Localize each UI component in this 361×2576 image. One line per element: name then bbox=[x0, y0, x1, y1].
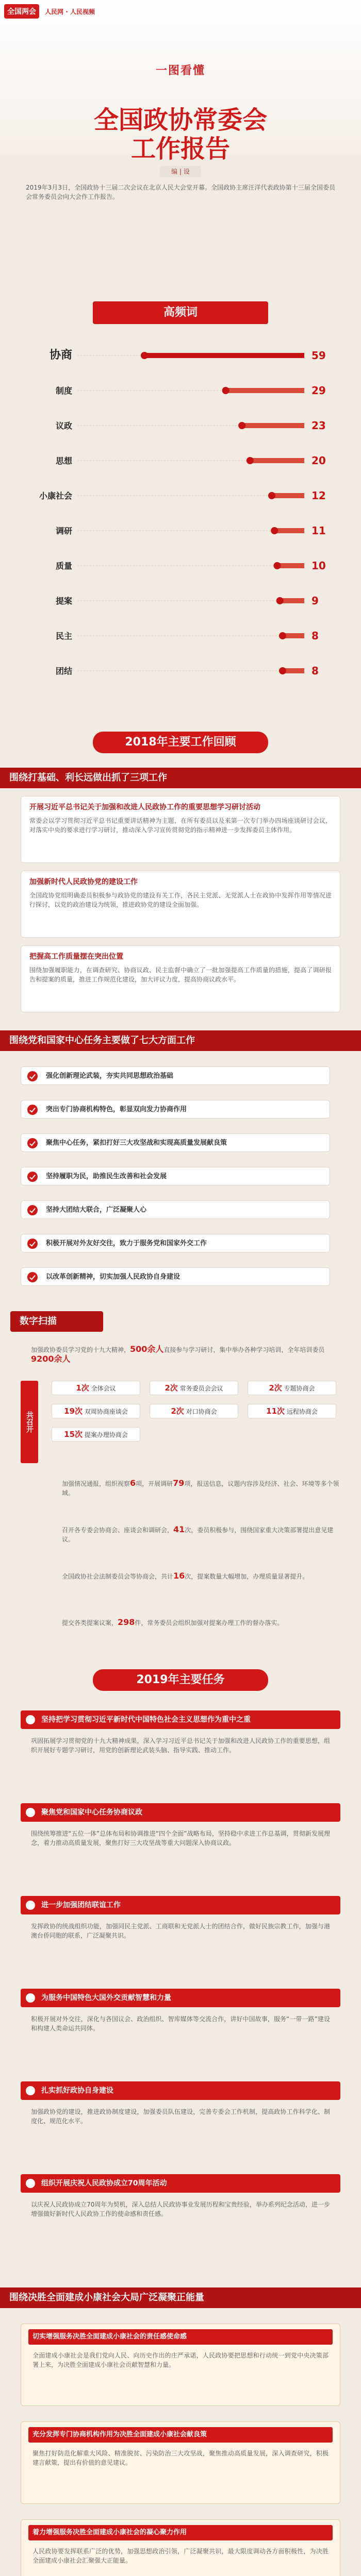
task-text: 以庆祝人民政协成立70周年为契机，深入总结人民政协事业发展历程和宝贵经验，举办系列纪念活动，进一步增强做好新时代人民政协工作的使命感和责任感。 bbox=[31, 2201, 330, 2217]
review-section-head: 围绕打基础、利长远做出抓了三项工作 bbox=[0, 768, 361, 788]
review-banner: 2018年主要工作回顾 bbox=[93, 732, 268, 753]
freq-bar bbox=[242, 423, 304, 428]
stat-number: 41 bbox=[173, 1524, 185, 1534]
stat-text: 提交各类提案议案， bbox=[62, 1619, 118, 1626]
review-item-title: 把握高工作质量摆在突出位置 bbox=[29, 953, 123, 961]
freq-value-label: 9 bbox=[311, 595, 319, 607]
bullet-icon bbox=[26, 2179, 35, 2188]
freq-bar bbox=[280, 598, 304, 603]
stat-number: 9200余人 bbox=[31, 1354, 71, 1364]
focus-text: 聚焦打好防范化解重大风险、精准脱贫、污染防治三大攻坚战，聚焦推动高质量发展，深入调查研究，积极建言献策，提出有价值的意见建议。 bbox=[32, 2450, 329, 2466]
stat-card-num: 1次 bbox=[76, 1383, 89, 1393]
freq-dot bbox=[279, 632, 286, 639]
stat-text: 全国政协社会法制委员会等协商会，共计 bbox=[62, 1573, 174, 1580]
task-head bbox=[21, 1803, 340, 1822]
task-head bbox=[21, 1710, 340, 1729]
stat-card-num: 2次 bbox=[171, 1406, 184, 1416]
bullet-icon bbox=[26, 2086, 35, 2095]
freq-category-label: 提案 bbox=[55, 596, 72, 606]
freq-category-label: 制度 bbox=[55, 386, 72, 396]
intro-text: 2019年3月3日，全国政协十三届二次会议在北京人民大会堂开幕。全国政协主席汪洋代表政协第十三届全国委员会常务委员会向大会作工作报告。 bbox=[26, 184, 335, 200]
seven-item-label: 聚焦中心任务，紧扣打好三大攻坚战和实现高质量发展献良策 bbox=[46, 1139, 227, 1147]
freq-value-label: 10 bbox=[311, 560, 326, 572]
stat-card-label: 双周协商座谈会 bbox=[84, 1408, 128, 1415]
stat-card-num: 15次 bbox=[64, 1430, 83, 1439]
freq-bar bbox=[277, 563, 304, 568]
stat-card-label: 提案办理协商会 bbox=[84, 1431, 128, 1438]
freq-dot bbox=[271, 527, 278, 534]
title-line2: 工作报告 bbox=[130, 134, 230, 163]
freq-dot bbox=[247, 457, 254, 464]
freq-dot bbox=[273, 562, 281, 569]
seven-item-label: 坚持履职为民，助推民生改善和社会发展 bbox=[46, 1173, 167, 1180]
stat-card bbox=[150, 1381, 238, 1395]
stat-card bbox=[52, 1427, 140, 1442]
check-icon bbox=[27, 1071, 38, 1081]
stat-line-5 bbox=[62, 1618, 340, 1628]
stat-card-label: 全体会议 bbox=[91, 1385, 116, 1392]
stat-card bbox=[52, 1381, 140, 1395]
page-title bbox=[0, 106, 361, 163]
brand-logo[interactable] bbox=[4, 4, 107, 25]
check-icon bbox=[27, 1172, 38, 1182]
freq-value-label: 23 bbox=[311, 419, 326, 432]
freq-svg bbox=[15, 335, 346, 716]
freq-value-label: 12 bbox=[311, 489, 326, 502]
freq-dot bbox=[268, 492, 275, 499]
task-title: 扎实抓好政协自身建设 bbox=[41, 2087, 113, 2095]
freq-dot bbox=[141, 352, 148, 359]
freq-category-label: 质量 bbox=[55, 561, 72, 571]
header bbox=[0, 0, 361, 163]
stat-number: 298 bbox=[118, 1617, 135, 1627]
seven-item bbox=[21, 1167, 330, 1185]
byline: 编 | 设 bbox=[160, 166, 201, 177]
seven-item-label: 强化创新理论武装，夯实共同思想政治基础 bbox=[46, 1072, 174, 1080]
stat-text: 直接参与学习研讨，集中举办各种学习培训，全年培训委员 bbox=[163, 1346, 325, 1353]
seven-item bbox=[21, 1200, 330, 1219]
stat-card-num: 2次 bbox=[165, 1383, 178, 1393]
stat-text: 件，常务委员会组织加强对提案办理工作的督办落实。 bbox=[135, 1619, 284, 1626]
task-title: 坚持把学习贯彻习近平新时代中国特色社会主义思想作为重中之重 bbox=[41, 1716, 251, 1724]
check-icon bbox=[27, 1205, 38, 1215]
stat-card-label: 远程协商会 bbox=[286, 1408, 318, 1415]
check-icon bbox=[27, 1239, 38, 1249]
task-text: 发挥政协的统战组织功能，加强同民主党派、工商联和无党派人士的团结合作，做好民族宗教工作，加强与港澳台侨同胞的联系，广泛凝聚共识。 bbox=[31, 1923, 330, 1939]
task-title: 组织开展庆祝人民政协成立70周年活动 bbox=[41, 2179, 167, 2188]
freq-value-label: 59 bbox=[311, 349, 326, 362]
freq-category-label: 议政 bbox=[55, 421, 72, 431]
stat-number: 6 bbox=[130, 1478, 136, 1488]
focus-title: 充分发挥专门协商机构作用为决胜全面建成小康社会献良策 bbox=[28, 2427, 333, 2443]
bullet-icon bbox=[26, 1715, 35, 1724]
stat-number: 79 bbox=[173, 1478, 185, 1488]
freq-category-label: 小康社会 bbox=[39, 491, 72, 501]
check-icon bbox=[27, 1138, 38, 1148]
brand-badge: 全国两会 bbox=[4, 4, 39, 19]
seven-item bbox=[21, 1066, 330, 1085]
seven-item bbox=[21, 1267, 330, 1286]
stat-number: 16 bbox=[173, 1571, 185, 1581]
stat-card-label: 对口协商会 bbox=[186, 1408, 217, 1415]
freq-bar bbox=[226, 388, 304, 393]
task-head bbox=[21, 1989, 340, 2007]
review-item-2 bbox=[21, 871, 340, 938]
freq-chart bbox=[15, 335, 346, 716]
freq-value-label: 8 bbox=[311, 665, 319, 677]
task-title: 为服务中国特色大国外交贡献智慧和力量 bbox=[41, 1994, 171, 2002]
review-item-3 bbox=[21, 945, 340, 1012]
review-item-title: 加强新时代人民政协党的建设工作 bbox=[29, 878, 138, 886]
freq-dot bbox=[276, 597, 284, 604]
task-title: 进一步加强团结联谊工作 bbox=[41, 1901, 121, 1909]
task-text: 围绕统筹推进“五位一体”总体布局和协调推进“四个全面”战略布局，坚持稳中求进工作总基调，贯彻新发展理念，着力推动高质量发展，聚焦打好三大攻坚战等重大问题深入协商议政。 bbox=[31, 1830, 330, 1846]
freq-category-label: 协商 bbox=[49, 349, 72, 362]
review-item-text: 全国政协党组明确委员积极参与政协党的建设有关工作，各民主党派、无党派人士在政协中发挥作用等情况进行探讨，以党的政治建设为统领，推进政协党的建设全面加强。 bbox=[29, 892, 332, 908]
freq-banner: 高频词 bbox=[93, 301, 268, 324]
stat-card bbox=[248, 1381, 336, 1395]
task-text: 加强政协党的建设，推进政协制度建设，加强委员队伍建设，完善专委会工作机制，提高政协工作科学化、制度化、规范化水平。 bbox=[31, 2108, 330, 2125]
seven-item-label: 以改革创新精神，切实加强人民政协自身建设 bbox=[46, 1273, 180, 1281]
bullet-icon bbox=[26, 1808, 35, 1817]
freq-dot bbox=[238, 422, 245, 429]
review-item-text: 常委会以学习贯彻习近平总书记重要讲话精神为主题，在所有委员以及来第一次专门举办四场座谈研讨会议，对落实中央的要求进行学习研讨，推动深入学习宣传贯彻党的指示精神进一步发挥委员主体作用。 bbox=[29, 817, 332, 834]
stat-card-num: 2次 bbox=[269, 1383, 282, 1393]
stat-card bbox=[150, 1404, 238, 1418]
check-icon bbox=[27, 1105, 38, 1115]
freq-value-label: 8 bbox=[311, 630, 319, 642]
stat-text: 项，开展调研 bbox=[136, 1480, 173, 1487]
stat-card-label: 常务委员会会议 bbox=[179, 1385, 223, 1392]
focus-title: 切实增强服务决胜全面建成小康社会的责任感使命感 bbox=[28, 2329, 333, 2345]
seven-section-head: 围绕党和国家中心任务主要做了七大方面工作 bbox=[0, 1030, 361, 1051]
stat-line-1 bbox=[31, 1345, 340, 1364]
seven-item bbox=[21, 1234, 330, 1252]
bullet-icon bbox=[26, 1993, 35, 2003]
task-head bbox=[21, 2081, 340, 2100]
freq-value-label: 11 bbox=[311, 524, 326, 537]
focus-text: 人民政协要发挥联系广泛的优势，加强思想政治引领，广泛凝聚共识，最大限度调动各方面积极性，为决胜全面建成小康社会汇聚强大正能量。 bbox=[32, 2548, 329, 2564]
task-text: 巩固拓展学习贯彻党的十九大精神成果，深入学习习近平总书记关于加强和改进人民政协工作的重要思想，组织开展好专题学习研讨，用党的创新理论武装头脑、指导实践、推动工作。 bbox=[31, 1737, 330, 1754]
focus-section-head: 围绕决胜全面建成小康社会大局广泛凝聚正能量 bbox=[0, 2287, 361, 2308]
focus-item bbox=[21, 2421, 340, 2504]
freq-bar bbox=[272, 493, 304, 498]
task-head bbox=[21, 2174, 340, 2193]
stat-line-4 bbox=[62, 1571, 340, 1581]
freq-value-label: 29 bbox=[311, 384, 326, 397]
freq-bar bbox=[274, 528, 304, 533]
freq-bar bbox=[250, 458, 304, 463]
task-text: 积极开展对外交往，深化与各国议会、政治组织、智库媒体等交流合作，讲好中国故事，服务“一带一路”建设和构建人类命运共同体。 bbox=[31, 2015, 330, 2032]
freq-dot bbox=[222, 387, 229, 394]
title-line1: 全国政协常委会 bbox=[93, 106, 267, 134]
stat-text: 次，委员积极参与，围绕国家重大决策部署提出意见建议。 bbox=[62, 1527, 334, 1543]
focus-item bbox=[21, 2324, 340, 2406]
stat-card-label: 专题协商会 bbox=[284, 1385, 315, 1392]
freq-dot bbox=[279, 667, 286, 674]
focus-text: 全面建成小康社会是我们党向人民、向历史作出的庄严承诺，人民政协要把思想和行动统一到党中央决策部署上来，为决胜全面建成小康社会贡献智慧和力量。 bbox=[32, 2352, 329, 2368]
freq-category-label: 团结 bbox=[55, 666, 72, 676]
stat-card-num: 11次 bbox=[266, 1406, 285, 1416]
freq-category-label: 思想 bbox=[55, 456, 72, 466]
page-subtitle: 一图看懂 bbox=[155, 64, 205, 77]
stat-text: 项，报送信息，议题内容涉及经济、社会、环境等多个领域。 bbox=[62, 1480, 339, 1497]
stat-line-2 bbox=[62, 1479, 340, 1498]
freq-bar bbox=[144, 353, 304, 358]
review-item-title: 开展习近平总书记关于加强和改进人民政协工作的重要思想学习研讨活动 bbox=[29, 803, 260, 811]
seven-item-label: 坚持大团结大联合，广泛凝聚人心 bbox=[46, 1206, 147, 1214]
stat-text: 加强情况通报，组织视察 bbox=[62, 1480, 130, 1487]
seven-item bbox=[21, 1133, 330, 1152]
seven-item-label: 积极开展对外友好交往，致力于服务党和国家外交工作 bbox=[46, 1240, 207, 1247]
review-item-text: 围绕加强履职能力，在调查研究、协商议政、民主监督中确立了一批加强提高工作质量的措施，提高了调研报告和提案的质量，推进工作规范化建设，加大评议力度，提高协商议政水平。 bbox=[29, 967, 332, 983]
freq-category-label: 民主 bbox=[55, 631, 72, 641]
seven-item bbox=[21, 1100, 330, 1118]
stat-card bbox=[52, 1404, 140, 1418]
brand-sub: 人民网 · 人民视频 bbox=[45, 8, 95, 15]
stats-vertical-label: 共召开 bbox=[21, 1381, 38, 1463]
stat-text: 次，提案数量大幅增加，办理质量显著提升。 bbox=[185, 1573, 309, 1580]
stat-number: 500余人 bbox=[130, 1344, 164, 1354]
tasks-banner: 2019年主要任务 bbox=[93, 1669, 268, 1691]
stats-section-head: 数字扫描 bbox=[10, 1311, 103, 1332]
seven-item-label: 突出专门协商机构特色，彰显双向发力协商作用 bbox=[46, 1106, 187, 1113]
freq-value-label: 20 bbox=[311, 454, 326, 467]
task-head bbox=[21, 1896, 340, 1914]
task-title: 聚焦党和国家中心任务协商议政 bbox=[41, 1808, 142, 1817]
freq-category-label: 调研 bbox=[55, 526, 72, 536]
stat-line-3 bbox=[62, 1525, 340, 1544]
stat-text: 加强政协委员学习党的十九大精神， bbox=[31, 1346, 130, 1353]
focus-item bbox=[21, 2519, 340, 2576]
bullet-icon bbox=[26, 1901, 35, 1910]
check-icon bbox=[27, 1272, 38, 1282]
review-item-1 bbox=[21, 796, 340, 863]
stat-card-num: 19次 bbox=[64, 1406, 83, 1416]
stat-card bbox=[248, 1404, 336, 1418]
stat-text: 召开各专委会协商会、座谈会和调研会， bbox=[62, 1527, 174, 1534]
focus-title: 着力增强服务决胜全面建成小康社会的凝心聚力作用 bbox=[28, 2525, 333, 2540]
